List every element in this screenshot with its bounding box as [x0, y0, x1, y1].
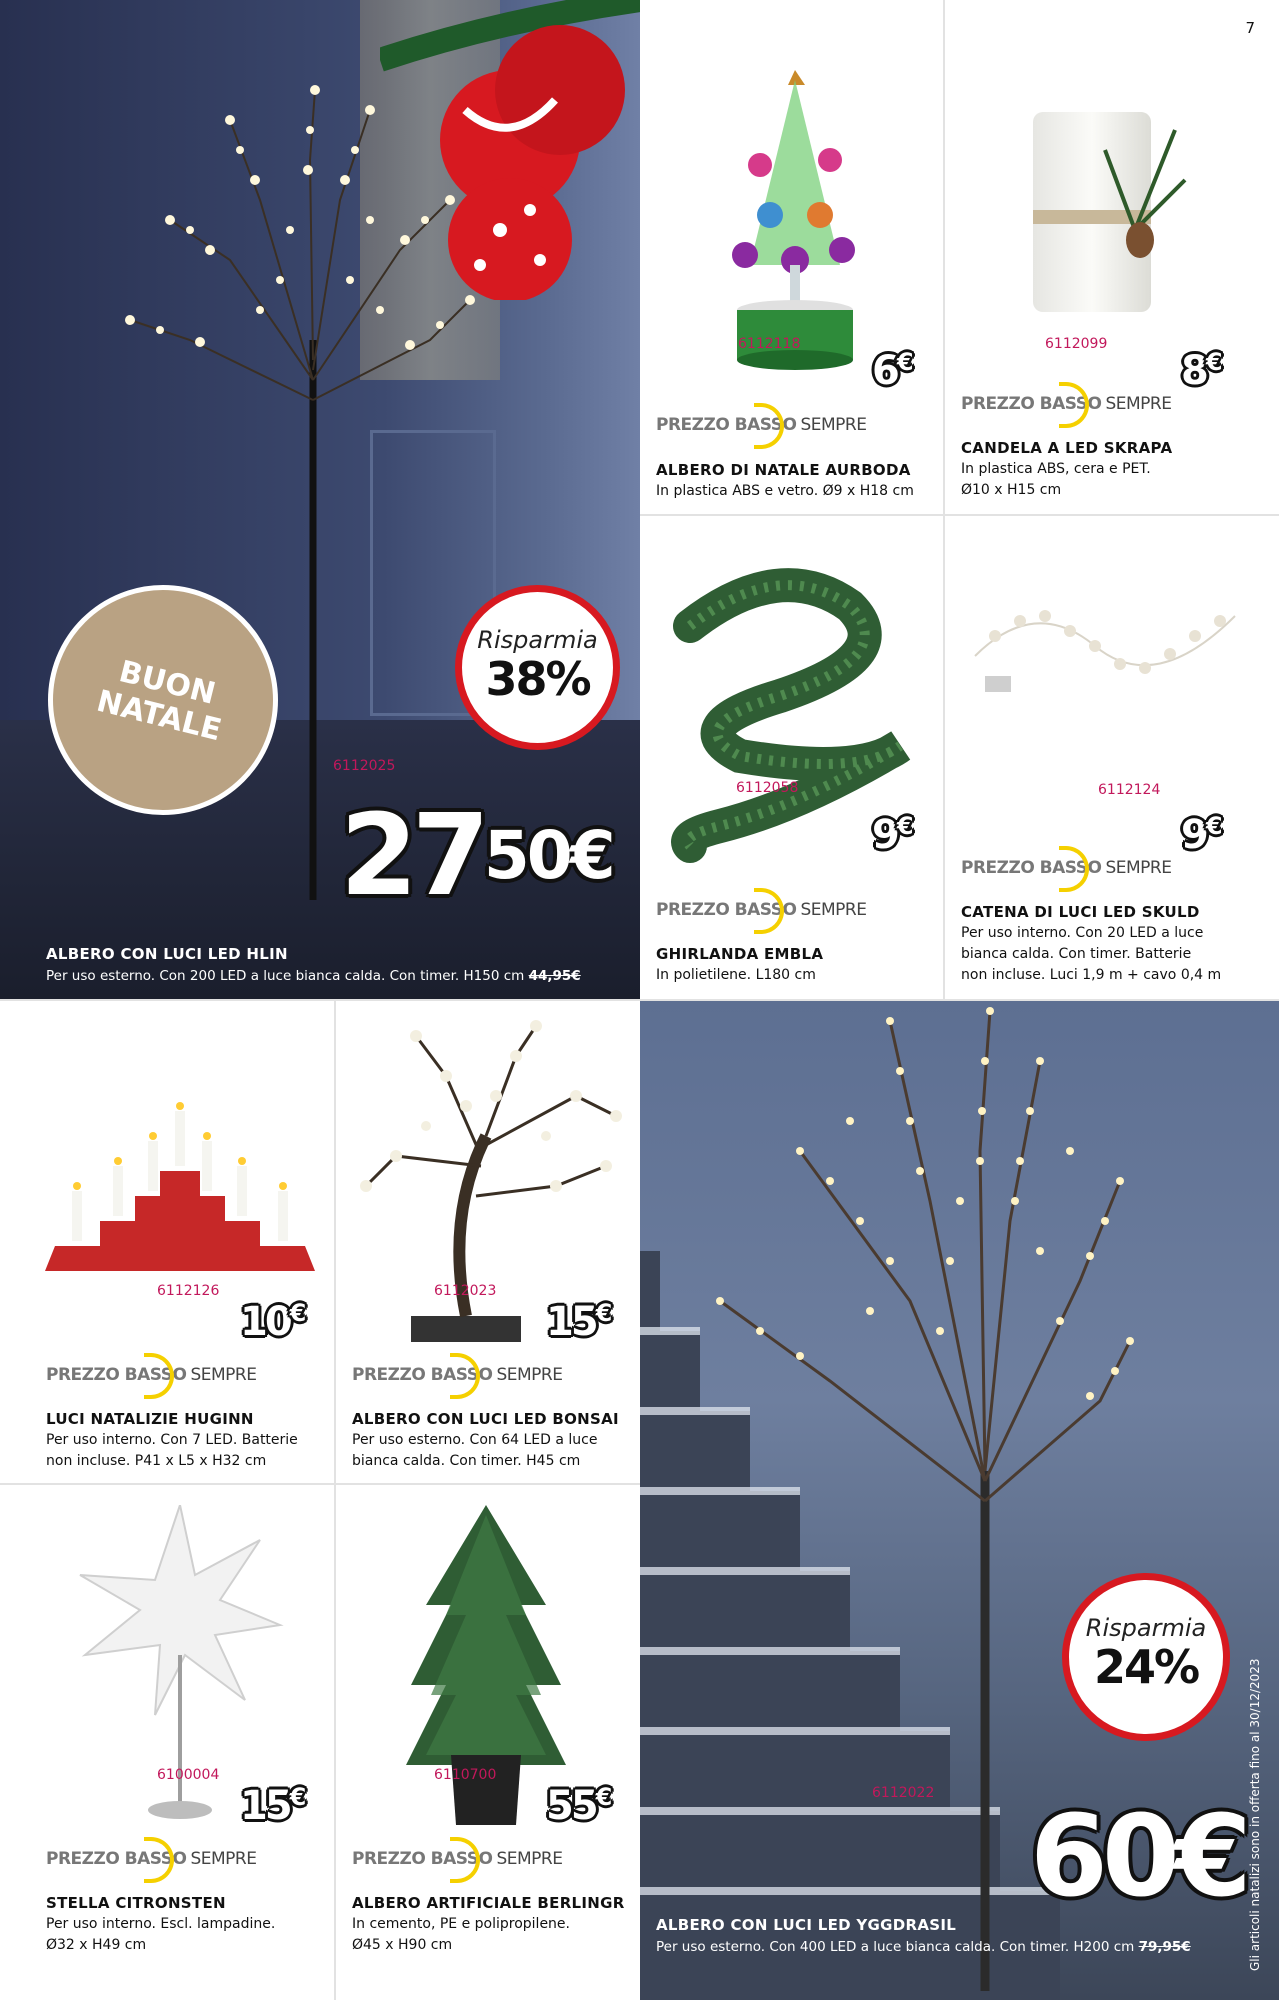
prezzo-basso-label: PREZZO BASSO: [46, 1849, 187, 1869]
skuld-title: CATENA DI LUCI LED SKULD: [961, 903, 1200, 921]
prezzo-sempre-label: SEMPRE: [800, 415, 867, 435]
aurboda-price: [872, 348, 913, 394]
bonsai-price-value: 15: [546, 1299, 596, 1345]
prezzo-basso-label: PREZZO BASSO: [352, 1365, 493, 1385]
skuld-price-currency: €: [1205, 812, 1222, 840]
huginn-title: LUCI NATALIZIE HUGINN: [46, 1410, 254, 1428]
hero2-title: ALBERO CON LUCI LED YGGDRASIL: [656, 1916, 957, 1934]
citronsten-desc-2: Ø32 x H49 cm: [46, 1937, 147, 1953]
prezzo-basso-logo: [46, 1849, 257, 1869]
berlingr-title: ALBERO ARTIFICIALE BERLINGR: [352, 1894, 625, 1912]
prezzo-sempre-label: SEMPRE: [496, 1849, 563, 1869]
savings-percent: 38%: [485, 652, 590, 706]
savings-label: Risparmia: [1085, 1614, 1207, 1642]
product-bonsai[interactable]: [336, 1001, 640, 1483]
prezzo-basso-logo: [656, 900, 867, 920]
hero2-desc: [656, 1937, 1191, 1957]
prezzo-basso-logo: [961, 394, 1172, 414]
prezzo-sempre-label: SEMPRE: [190, 1365, 257, 1385]
hero2-price: 60€: [1030, 1792, 1246, 1922]
berlingr-code: 6110700: [434, 1767, 497, 1783]
hero2-product-code: 6112022: [872, 1785, 935, 1801]
prezzo-basso-logo: [352, 1365, 563, 1385]
embla-title: GHIRLANDA EMBLA: [656, 945, 824, 963]
prezzo-basso-logo: [961, 858, 1172, 878]
skrapa-price-value: 8: [1181, 348, 1206, 394]
bonsai-desc-1: Per uso esterno. Con 64 LED a luce: [352, 1432, 598, 1448]
prezzo-basso-label: PREZZO BASSO: [352, 1849, 493, 1869]
product-skuld[interactable]: [945, 516, 1279, 999]
embla-price: [872, 812, 913, 858]
skuld-desc-3: non incluse. Luci 1,9 m + cavo 0,4 m: [961, 967, 1222, 983]
berlingr-desc-1: In cemento, PE e polipropilene.: [352, 1916, 570, 1932]
skuld-desc-1: Per uso interno. Con 20 LED a luce: [961, 925, 1204, 941]
product-huginn[interactable]: [0, 1001, 334, 1483]
skuld-desc-2: bianca calda. Con timer. Batterie: [961, 946, 1192, 962]
huginn-price-currency: €: [289, 1299, 306, 1327]
prezzo-basso-label: PREZZO BASSO: [961, 858, 1102, 878]
prezzo-sempre-label: SEMPRE: [1105, 394, 1172, 414]
citronsten-desc-1: Per uso interno. Escl. lampadine.: [46, 1916, 276, 1932]
bonsai-code: 6112023: [434, 1283, 497, 1299]
prezzo-arc-icon: [144, 1353, 174, 1399]
citronsten-code: 6100004: [157, 1767, 220, 1783]
candle-bridge-illustration: [40, 1071, 320, 1281]
prezzo-arc-icon: [754, 888, 784, 934]
aurboda-title: ALBERO DI NATALE AURBODA: [656, 461, 911, 479]
bonsai-title: ALBERO CON LUCI LED BONSAI: [352, 1410, 619, 1428]
embla-desc: In polietilene. L180 cm: [656, 967, 816, 983]
aurboda-price-value: 6: [872, 348, 897, 394]
page-number: 7: [1245, 19, 1255, 37]
prezzo-arc-icon: [1059, 382, 1089, 428]
berlingr-price: [546, 1783, 611, 1829]
light-chain-illustration: [965, 576, 1245, 716]
hero-yggdrasil-panel: [640, 1001, 1279, 2000]
skrapa-code: 6112099: [1045, 336, 1108, 352]
prezzo-sempre-label: SEMPRE: [496, 1365, 563, 1385]
bonsai-price-currency: €: [595, 1299, 612, 1327]
prezzo-basso-label: PREZZO BASSO: [961, 394, 1102, 414]
product-citronsten[interactable]: [0, 1485, 334, 2000]
huginn-code: 6112126: [157, 1283, 220, 1299]
buon-natale-badge: [48, 585, 278, 815]
skuld-price: [1181, 812, 1222, 858]
embla-price-currency: €: [896, 812, 913, 840]
prezzo-basso-logo: [656, 415, 867, 435]
huginn-desc-1: Per uso interno. Con 7 LED. Batterie: [46, 1432, 298, 1448]
ornaments-decoration: [380, 0, 640, 300]
berlingr-desc-2: Ø45 x H90 cm: [352, 1937, 453, 1953]
aurboda-price-currency: €: [896, 348, 913, 376]
skrapa-price-currency: €: [1205, 348, 1222, 376]
hero1-old-price: 44,95€: [528, 968, 581, 984]
embla-price-value: 9: [872, 812, 897, 858]
pine-sprig-illustration: [1085, 120, 1195, 270]
hero-hlin-panel: [0, 0, 640, 1000]
prezzo-basso-label: PREZZO BASSO: [46, 1365, 187, 1385]
aurboda-code: 6112118: [738, 336, 801, 352]
prezzo-arc-icon: [1059, 846, 1089, 892]
berlingr-price-value: 55: [546, 1783, 596, 1829]
aurboda-desc: In plastica ABS e vetro. Ø9 x H18 cm: [656, 483, 914, 499]
buon-natale-text: BUON NATALE: [93, 654, 225, 749]
bonsai-desc-2: bianca calda. Con timer. H45 cm: [352, 1453, 581, 1469]
citronsten-price-currency: €: [289, 1783, 306, 1811]
embla-code: 6112058: [736, 780, 799, 796]
product-aurboda[interactable]: [640, 0, 943, 514]
prezzo-arc-icon: [450, 1353, 480, 1399]
hero1-title: ALBERO CON LUCI LED HLIN: [46, 945, 288, 963]
hero1-price: [340, 791, 613, 921]
hero2-old-price: 79,95€: [1138, 1939, 1191, 1955]
hero1-desc: [46, 966, 581, 986]
skrapa-desc-1: In plastica ABS, cera e PET.: [961, 461, 1151, 477]
skrapa-title: CANDELA A LED SKRAPA: [961, 439, 1173, 457]
prezzo-basso-label: PREZZO BASSO: [656, 900, 797, 920]
hero2-savings-bubble: [1062, 1573, 1230, 1741]
offer-validity-note: Gli articoli natalizi sono in offerta fino al 30/12/2023: [1248, 1658, 1262, 1971]
skrapa-price: [1181, 348, 1222, 394]
hero1-savings-bubble: [455, 585, 620, 750]
citronsten-price-value: 15: [240, 1783, 290, 1829]
hero1-product-code: 6112025: [333, 758, 396, 774]
prezzo-sempre-label: SEMPRE: [1105, 858, 1172, 878]
citronsten-title: STELLA CITRONSTEN: [46, 1894, 226, 1912]
product-skrapa[interactable]: [945, 0, 1279, 514]
savings-percent: 24%: [1093, 1640, 1199, 1694]
product-berlingr[interactable]: [336, 1485, 640, 2000]
skuld-code: 6112124: [1098, 782, 1161, 798]
citronsten-price: [240, 1783, 305, 1829]
huginn-price-value: 10: [240, 1299, 290, 1345]
skuld-price-value: 9: [1181, 812, 1206, 858]
hero2-desc-text: Per uso esterno. Con 400 LED a luce bianca calda. Con timer. H200 cm: [656, 1939, 1135, 1955]
huginn-desc-2: non incluse. P41 x L5 x H32 cm: [46, 1453, 267, 1469]
hero1-price-int: 27: [340, 791, 484, 921]
product-embla[interactable]: [640, 516, 943, 999]
skrapa-desc-2: Ø10 x H15 cm: [961, 482, 1062, 498]
prezzo-basso-logo: [352, 1849, 563, 1869]
prezzo-sempre-label: SEMPRE: [800, 900, 867, 920]
hero1-desc-text: Per uso esterno. Con 200 LED a luce bianca calda. Con timer. H150 cm: [46, 968, 525, 984]
huginn-price: [240, 1299, 305, 1345]
prezzo-basso-logo: [46, 1365, 257, 1385]
hero1-price-dec: 50€: [483, 817, 613, 894]
artificial-tree-illustration: [406, 1505, 566, 1845]
savings-label: Risparmia: [477, 626, 598, 654]
prezzo-sempre-label: SEMPRE: [190, 1849, 257, 1869]
prezzo-arc-icon: [754, 403, 784, 449]
berlingr-price-currency: €: [595, 1783, 612, 1811]
prezzo-basso-label: PREZZO BASSO: [656, 415, 797, 435]
bonsai-price: [546, 1299, 611, 1345]
